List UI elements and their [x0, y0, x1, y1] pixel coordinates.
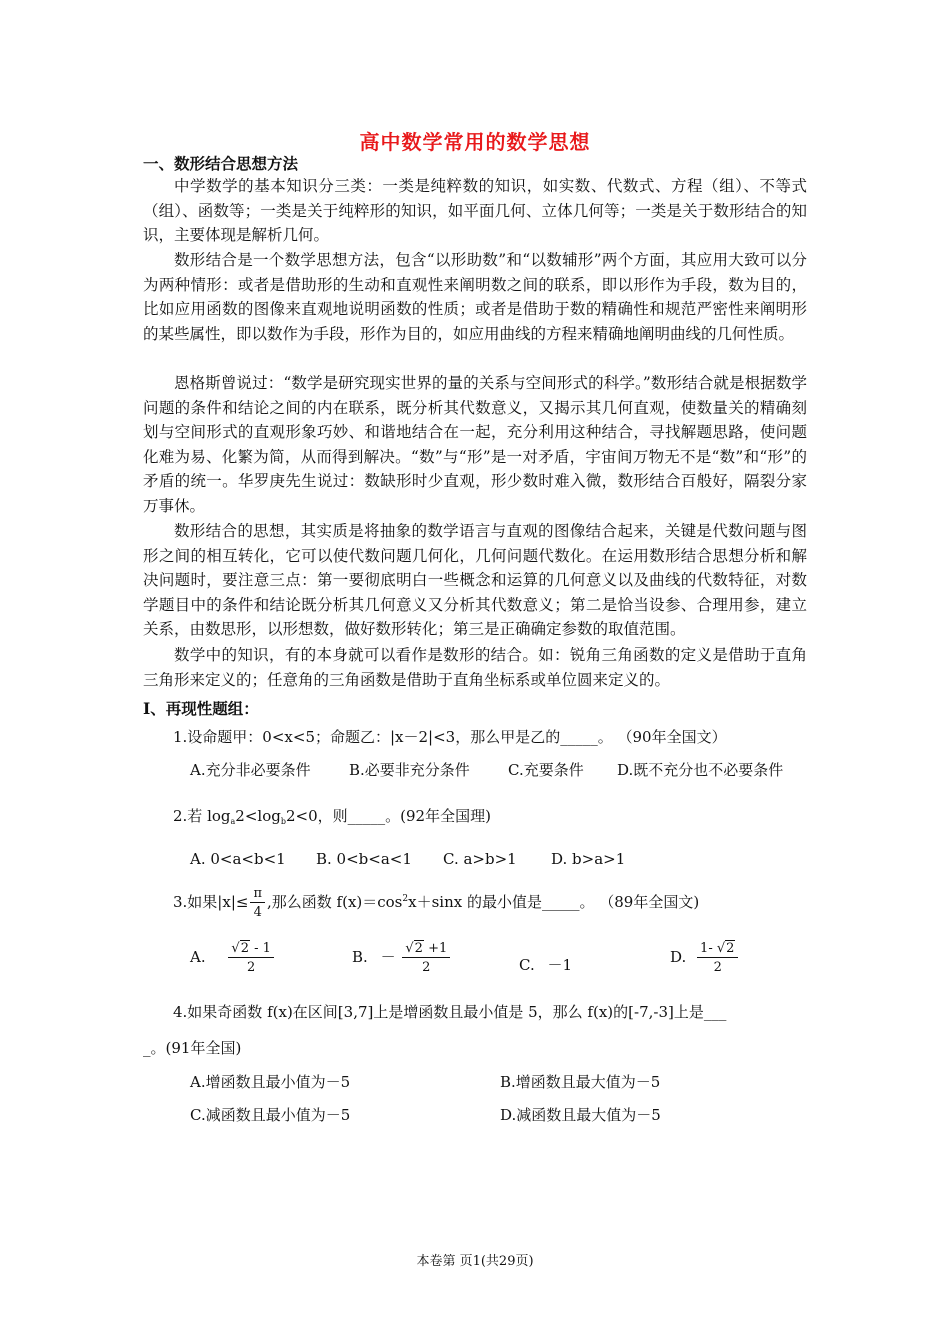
q3-option-d-denominator: 2 — [713, 960, 722, 975]
q3-fraction — [250, 887, 265, 919]
subsection-heading: Ⅰ、再现性题组： — [143, 699, 259, 718]
q3-option-c-label: C. — [519, 956, 535, 974]
q2-sub-a: a — [230, 817, 236, 826]
q3-option-d-fraction — [697, 942, 738, 974]
q2-mid: 2<log — [235, 807, 281, 825]
section-heading: 一、数形结合思想方法 — [143, 154, 299, 173]
q3-option-a-fraction — [228, 942, 274, 974]
q3-option-c — [519, 954, 572, 975]
q3-option-a-label: A. — [190, 948, 206, 966]
q2-prefix: 2.若 log — [173, 807, 231, 825]
sqrt-symbol: √2 — [405, 941, 423, 956]
q3-option-b-numerator: √2 +1 — [402, 942, 450, 958]
q3-option-a-numerator: √2 - 1 — [228, 942, 274, 958]
q2-option-c: C. a>b>1 — [443, 850, 517, 868]
q3-prefix: 3.如果|x|≤ — [173, 893, 249, 911]
q1-option-b: B.必要非充分条件 — [349, 761, 470, 779]
q3-option-b — [352, 942, 452, 974]
sqrt-symbol: √2 — [716, 941, 735, 956]
question-3 — [173, 887, 699, 919]
q3-suffix: x＋sinx 的最小值是_____。 （89年全国文) — [408, 893, 700, 911]
q1-option-a: A.充分非必要条件 — [190, 761, 311, 779]
q3-option-b-label: B. — [352, 948, 368, 966]
q3-option-d-numerator: 1- √2 — [697, 942, 738, 958]
q4-option-a: A.增函数且最小值为－5 — [190, 1073, 351, 1091]
q2-option-d: D. b>a>1 — [551, 850, 626, 868]
question-4-line-1: 4.如果奇函数 f(x)在区间[3,7]上是增函数且最小值是 5，那么 f(x)的[-7,-3]上是___ — [173, 1003, 727, 1021]
q3-option-c-value: －1 — [547, 956, 573, 974]
sqrt-symbol: √2 — [231, 941, 249, 956]
q3-option-a-denominator: 2 — [247, 960, 256, 975]
question-2 — [173, 805, 491, 826]
q1-option-c: C.充要条件 — [508, 761, 584, 779]
paragraph-1: 中学数学的基本知识分三类：一类是纯粹数的知识，如实数、代数式、方程（组）、不等式（组）、函数等；一类是关于纯粹形的知识，如平面几何、立体几何等；一类是关于数形结合的知识，主要体现是解析几何。 — [143, 177, 807, 245]
q2-option-a: A. 0<a<b<1 — [190, 850, 286, 868]
q4-option-c: C.减函数且最小值为－5 — [190, 1106, 351, 1124]
paragraph-3: 恩格斯曾说过：“数学是研究现实世界的量的关系与空间形式的科学。”数形结合就是根据数学问题的条件和结论之间的内在联系，既分析其代数意义，又揭示其几何直观，使数量关的精确刻划与空间形式的直观形象巧妙、和谐地结合在一起，充分利用这种结合，寻找解题思路，使问题化难为易、化繁为简，从而得到解决。“数”与“形”是一对矛盾，宇宙间万物无不是“数”和“形”的矛盾的统一。华罗庚先生说过：数缺形时少直观，形少数时难入微，数形结合百般好，隔裂分家万事休。 — [143, 374, 807, 515]
question-1: 1.设命题甲：0<x<5；命题乙：|x－2|<3，那么甲是乙的_____。 （90年全国文） — [173, 728, 727, 746]
q3-option-b-denominator: 2 — [422, 960, 431, 975]
paragraph-4: 数形结合的思想，其实质是将抽象的数学语言与直观的图像结合起来，关键是代数问题与图形之间的相互转化，它可以使代数问题几何化，几何问题代数化。在运用数形结合思想分析和解决问题时，要注意三点：第一要彻底明白一些概念和运算的几何意义以及曲线的代数特征，对数学题目中的条件和结论既分析其几何意义又分析其代数意义；第二是恰当设参、合理用参，建立关系，由数思形，以形想数，做好数形转化；第三是正确确定参数的取值范围。 — [143, 522, 807, 639]
q3-option-d-label: D. — [670, 948, 687, 966]
paragraph-2: 数形结合是一个数学思想方法，包含“以形助数”和“以数辅形”两个方面，其应用大致可以分为两种情形：或者是借助形的生动和直观性来阐明数之间的联系，即以形作为手段，数为目的，比如应用函数的图像来直观地说明函数的性质；或者是借助于数的精确性和规范严密性来阐明形的某些属性，即以数作为手段，形作为目的，如应用曲线的方程来精确地阐明曲线的几何性质。 — [143, 251, 807, 343]
q3-frac-den: 4 — [253, 905, 262, 920]
document-title: 高中数学常用的数学思想 — [359, 130, 591, 154]
q3-mid: ,那么函数 f(x)＝cos — [267, 893, 403, 911]
q2-option-b: B. 0<b<a<1 — [316, 850, 412, 868]
paragraph-5: 数学中的知识，有的本身就可以看作是数形的结合。如：锐角三角函数的定义是借助于直角三角形来定义的；任意角的三角函数是借助于直角坐标系或单位圆来定义的。 — [143, 646, 807, 689]
q4-option-b: B.增函数且最大值为－5 — [500, 1073, 661, 1091]
q1-option-d: D.既不充分也不必要条件 — [617, 761, 784, 779]
q3-option-d — [670, 942, 740, 974]
q3-option-a — [190, 942, 276, 974]
q2-sub-b: b — [280, 817, 286, 826]
question-4-line-2: _。(91年全国) — [143, 1039, 242, 1057]
q3-sup: 2 — [402, 894, 409, 904]
q3-frac-num: π — [250, 887, 265, 903]
q3-option-b-fraction — [402, 942, 450, 974]
q4-option-d: D.减函数且最大值为－5 — [500, 1106, 661, 1124]
q2-suffix: 2<0，则_____。(92年全国理) — [285, 807, 491, 825]
page-footer: 本卷第 页1(共29页) — [416, 1254, 534, 1269]
q3-option-b-sign: － — [380, 948, 396, 966]
